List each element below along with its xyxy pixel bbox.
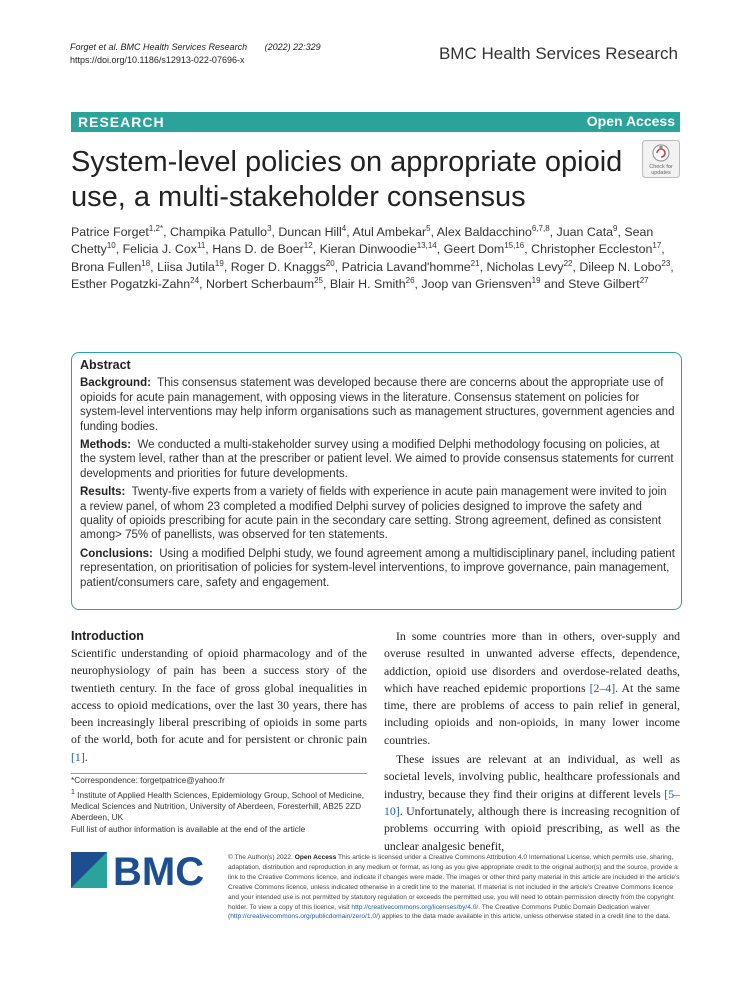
author-name[interactable]: Geert Dom$^{15,16}$ bbox=[443, 241, 525, 257]
author-name[interactable]: Duncan Hill$^4$ bbox=[278, 223, 347, 239]
updates-badge-line1: Check for bbox=[649, 164, 673, 170]
intro-paragraph-1: Scientific understanding of opioid pharmacology and of the neurophysiology of pain has been a success story of the twentieth century. In the face of gross global inequalities in access to opioid medications, over the last 30 years, there has been increasingly liberal prescribing of opioids in some parts of the world, both for acute and for persistent or chronic pain [1]. bbox=[71, 646, 367, 764]
abstract-box bbox=[71, 352, 682, 610]
methods-label: Methods: bbox=[80, 439, 132, 452]
footnotes bbox=[71, 775, 367, 835]
correspondence-note: *Correspondence: forgetpatrice@yahoo.fr bbox=[71, 775, 225, 785]
author-name[interactable]: Dileep N. Lobo$^{23}$ bbox=[579, 258, 671, 274]
article-type-banner bbox=[71, 112, 680, 132]
citation-link-2[interactable]: [2–4] bbox=[589, 680, 616, 695]
cc-zero-link[interactable]: http://creativecommons.org/publicdomain/zero/1.0/ bbox=[230, 913, 378, 921]
body-column-left bbox=[71, 628, 367, 766]
author-name[interactable]: Blair H. Smith$^{26}$ bbox=[329, 276, 415, 292]
results-label: Results: bbox=[80, 486, 126, 499]
abstract-conclusions bbox=[80, 547, 675, 590]
bmc-logo-text: BMC bbox=[113, 850, 205, 890]
abstract-methods bbox=[80, 438, 675, 481]
intro-paragraph-2: In some countries more than in others, over-supply and overuse resulted in unwanted adverse effects, dependence, addiction, opioid use disorders and overdose-related deaths, which have reached epidemic proportions [2–4]. At the same time, there are problems of access to pain relief in general, including opioids and non-opioids, in many lower income countries. bbox=[384, 629, 681, 747]
journal-name: BMC Health Services Research bbox=[438, 44, 678, 63]
author-name[interactable]: Nicholas Levy$^{22}$ bbox=[486, 258, 573, 274]
conclusions-text: Using a modified Delphi study, we found agreement among a multidisciplinary panel, including patient representation, on prioritisation of policies for system-level interventions, to improve governance, pain management, patient/consumers care, safety and engagement. bbox=[80, 547, 675, 589]
author-name[interactable]: Christopher Eccleston$^{17}$ bbox=[531, 241, 662, 257]
author-name[interactable]: Champika Patullo$^3$ bbox=[169, 223, 272, 239]
citation-header bbox=[70, 41, 321, 67]
author-name[interactable]: Atul Ambekar$^5$ bbox=[352, 223, 431, 239]
article-title: System-level policies on appropriate opioid use, a multi-stakeholder consensus bbox=[71, 146, 623, 213]
abstract-background bbox=[80, 376, 675, 434]
author-name[interactable]: Joop van Griensven$^{19}$ bbox=[421, 276, 541, 292]
citation-volume: (2022) 22:329 bbox=[264, 42, 321, 52]
cc-by-link[interactable]: http://creativecommons.org/licenses/by/4.0/ bbox=[351, 903, 479, 911]
bmc-logo[interactable] bbox=[71, 850, 211, 890]
author-name[interactable]: Hans D. de Boer$^{12}$ bbox=[212, 241, 313, 257]
author-name[interactable]: Esther Pogatzki-Zahn$^{24}$ bbox=[71, 276, 200, 292]
citation-link-1[interactable]: [1] bbox=[71, 749, 85, 764]
conclusions-label: Conclusions: bbox=[80, 547, 153, 560]
updates-badge-line2: updates bbox=[651, 170, 671, 176]
body-column-right bbox=[384, 628, 680, 855]
license-text: © The Author(s) 2022. Open Access This article is licensed under a Creative Commons Attribution 4.0 International License, which permits use, sharing, adaptation, distribution and reproduction in any medium or format, as long as you give appropriate credit to the original author(s) and the source, provide a link to the Creative Commons licence, and indicate if changes were made. The images or other third party material in this article are included in the article's Creative Commons licence, unless indicated otherwise in a credit line to the material. If material is not included in the article's Creative Commons licence and your intended use is not permitted by statutory regulation or exceeds the permitted use, you will need to obtain permission directly from the copyright holder. To view a copy of this licence, visit http://creativecommons.org/licenses/by/4.0/. The Creative Commons Public Domain Dedication waiver (http://creativecommons.org/publicdomain/zero/1.0/) applies to the data made available in this article, unless otherwise stated in a credit line to the data. bbox=[228, 854, 680, 921]
author-name[interactable]: Patrice Forget$^{1,2*}$ bbox=[71, 223, 164, 239]
intro-paragraph-3: These issues are relevant at an individual, as well as societal levels, involving public, healthcare professionals and industry, because they find their origins at different levels [5–10]. Unfortunately, although there is increasing recognition of problems occurring with opioid prescribing, as well as the unclear analgesic benefit, bbox=[384, 752, 681, 853]
open-access-label: Open Access bbox=[586, 113, 675, 129]
abstract-heading: Abstract bbox=[80, 358, 131, 372]
citation-link-3[interactable]: [5–10] bbox=[384, 786, 681, 818]
author-name[interactable]: Juan Cata$^9$ bbox=[556, 223, 618, 239]
author-name[interactable]: Alex Baldacchino$^{6,7,8}$ bbox=[436, 223, 550, 239]
doi-link[interactable]: https://doi.org/10.1186/s12913-022-07696-x bbox=[70, 55, 245, 65]
background-text: This consensus statement was developed because there are concerns about the appropriate use of opioids for acute pain management, with opposing views in the literature. Consensus statement on policies for system-level interventions may help inform organisations such as management structures, government agencies and funding bodies. bbox=[80, 377, 675, 433]
license-open-access: Open Access bbox=[294, 854, 337, 861]
author-name[interactable]: Liisa Jutila$^{19}$ bbox=[157, 258, 224, 274]
check-for-updates-icon[interactable] bbox=[642, 140, 680, 178]
footnote-divider bbox=[71, 773, 367, 774]
author-name[interactable]: Brona Fullen$^{18}$ bbox=[71, 258, 151, 274]
author-name[interactable]: Sean Chetty$^{10}$ bbox=[71, 225, 654, 257]
author-list: Patrice Forget$^{1,2*}$, Champika Patullo$^3$, Duncan Hill$^4$, Atul Ambekar$^5$, Alex Baldacchino$^{6,7,8}$, Juan Cata$^9$, Sean Chetty$^{10}$, Felicia J. Cox$^{11}$, Hans D. de Boer$^{12}$, Kieran Dinwoodie$^{13,14}$, Geert Dom$^{15,16}$, Christopher Eccleston$^{17}$, Brona Fullen$^{18}$, Liisa Jutila$^{19}$, Roger D. Knaggs$^{20}$, Patricia Lavand'homme$^{21}$, Nicholas Levy$^{22}$, Dileep N. Lobo$^{23}$, Esther Pogatzki-Zahn$^{24}$, Norbert Scherbaum$^{25}$, Blair H. Smith$^{26}$, Joop van Griensven$^{19}$ and Steve Gilbert$^{27}$ bbox=[71, 223, 674, 292]
results-text: Twenty-five experts from a variety of fields with experience in acute pain management were invited to join a review panel, of whom 23 completed a modified Delphi survey of policies designed to improve the safety and quality of opioids prescribing for acute pain in the secondary care setting. Strong agreement, defined as consistent among> 75% of panellists, was observed for ten statements. bbox=[80, 486, 667, 542]
author-name[interactable]: Patricia Lavand'homme$^{21}$ bbox=[341, 258, 480, 274]
article-type-label: RESEARCH bbox=[78, 114, 165, 130]
author-name[interactable]: Kieran Dinwoodie$^{13,14}$ bbox=[319, 241, 437, 257]
author-name[interactable]: Felicia J. Cox$^{11}$ bbox=[122, 241, 206, 257]
affiliation-note: $^1$ Institute of Applied Health Sciences, Epidemiology Group, School of Medicine, Medical Sciences and Nutrition, University of Aberdeen, Foresterhill, AB25 2ZD Aberdeen, UK bbox=[71, 788, 365, 823]
author-name[interactable]: Roger D. Knaggs$^{20}$ bbox=[230, 258, 335, 274]
author-name[interactable]: Norbert Scherbaum$^{25}$ bbox=[205, 276, 323, 292]
methods-text: We conducted a multi-stakeholder survey using a modified Delphi methodology focusing on policies, at the system level, rather than at the prescriber or patient level. We aimed to provide consensus statements for current developments and priorities for future developments. bbox=[80, 439, 674, 480]
background-label: Background: bbox=[80, 377, 151, 390]
introduction-heading: Introduction bbox=[71, 629, 144, 643]
author-name[interactable]: Steve Gilbert$^{27}$ bbox=[568, 276, 649, 292]
full-list-note: Full list of author information is available at the end of the article bbox=[71, 823, 306, 834]
abstract-results bbox=[80, 485, 675, 543]
citation-journal: Forget et al. BMC Health Services Research bbox=[70, 42, 248, 52]
